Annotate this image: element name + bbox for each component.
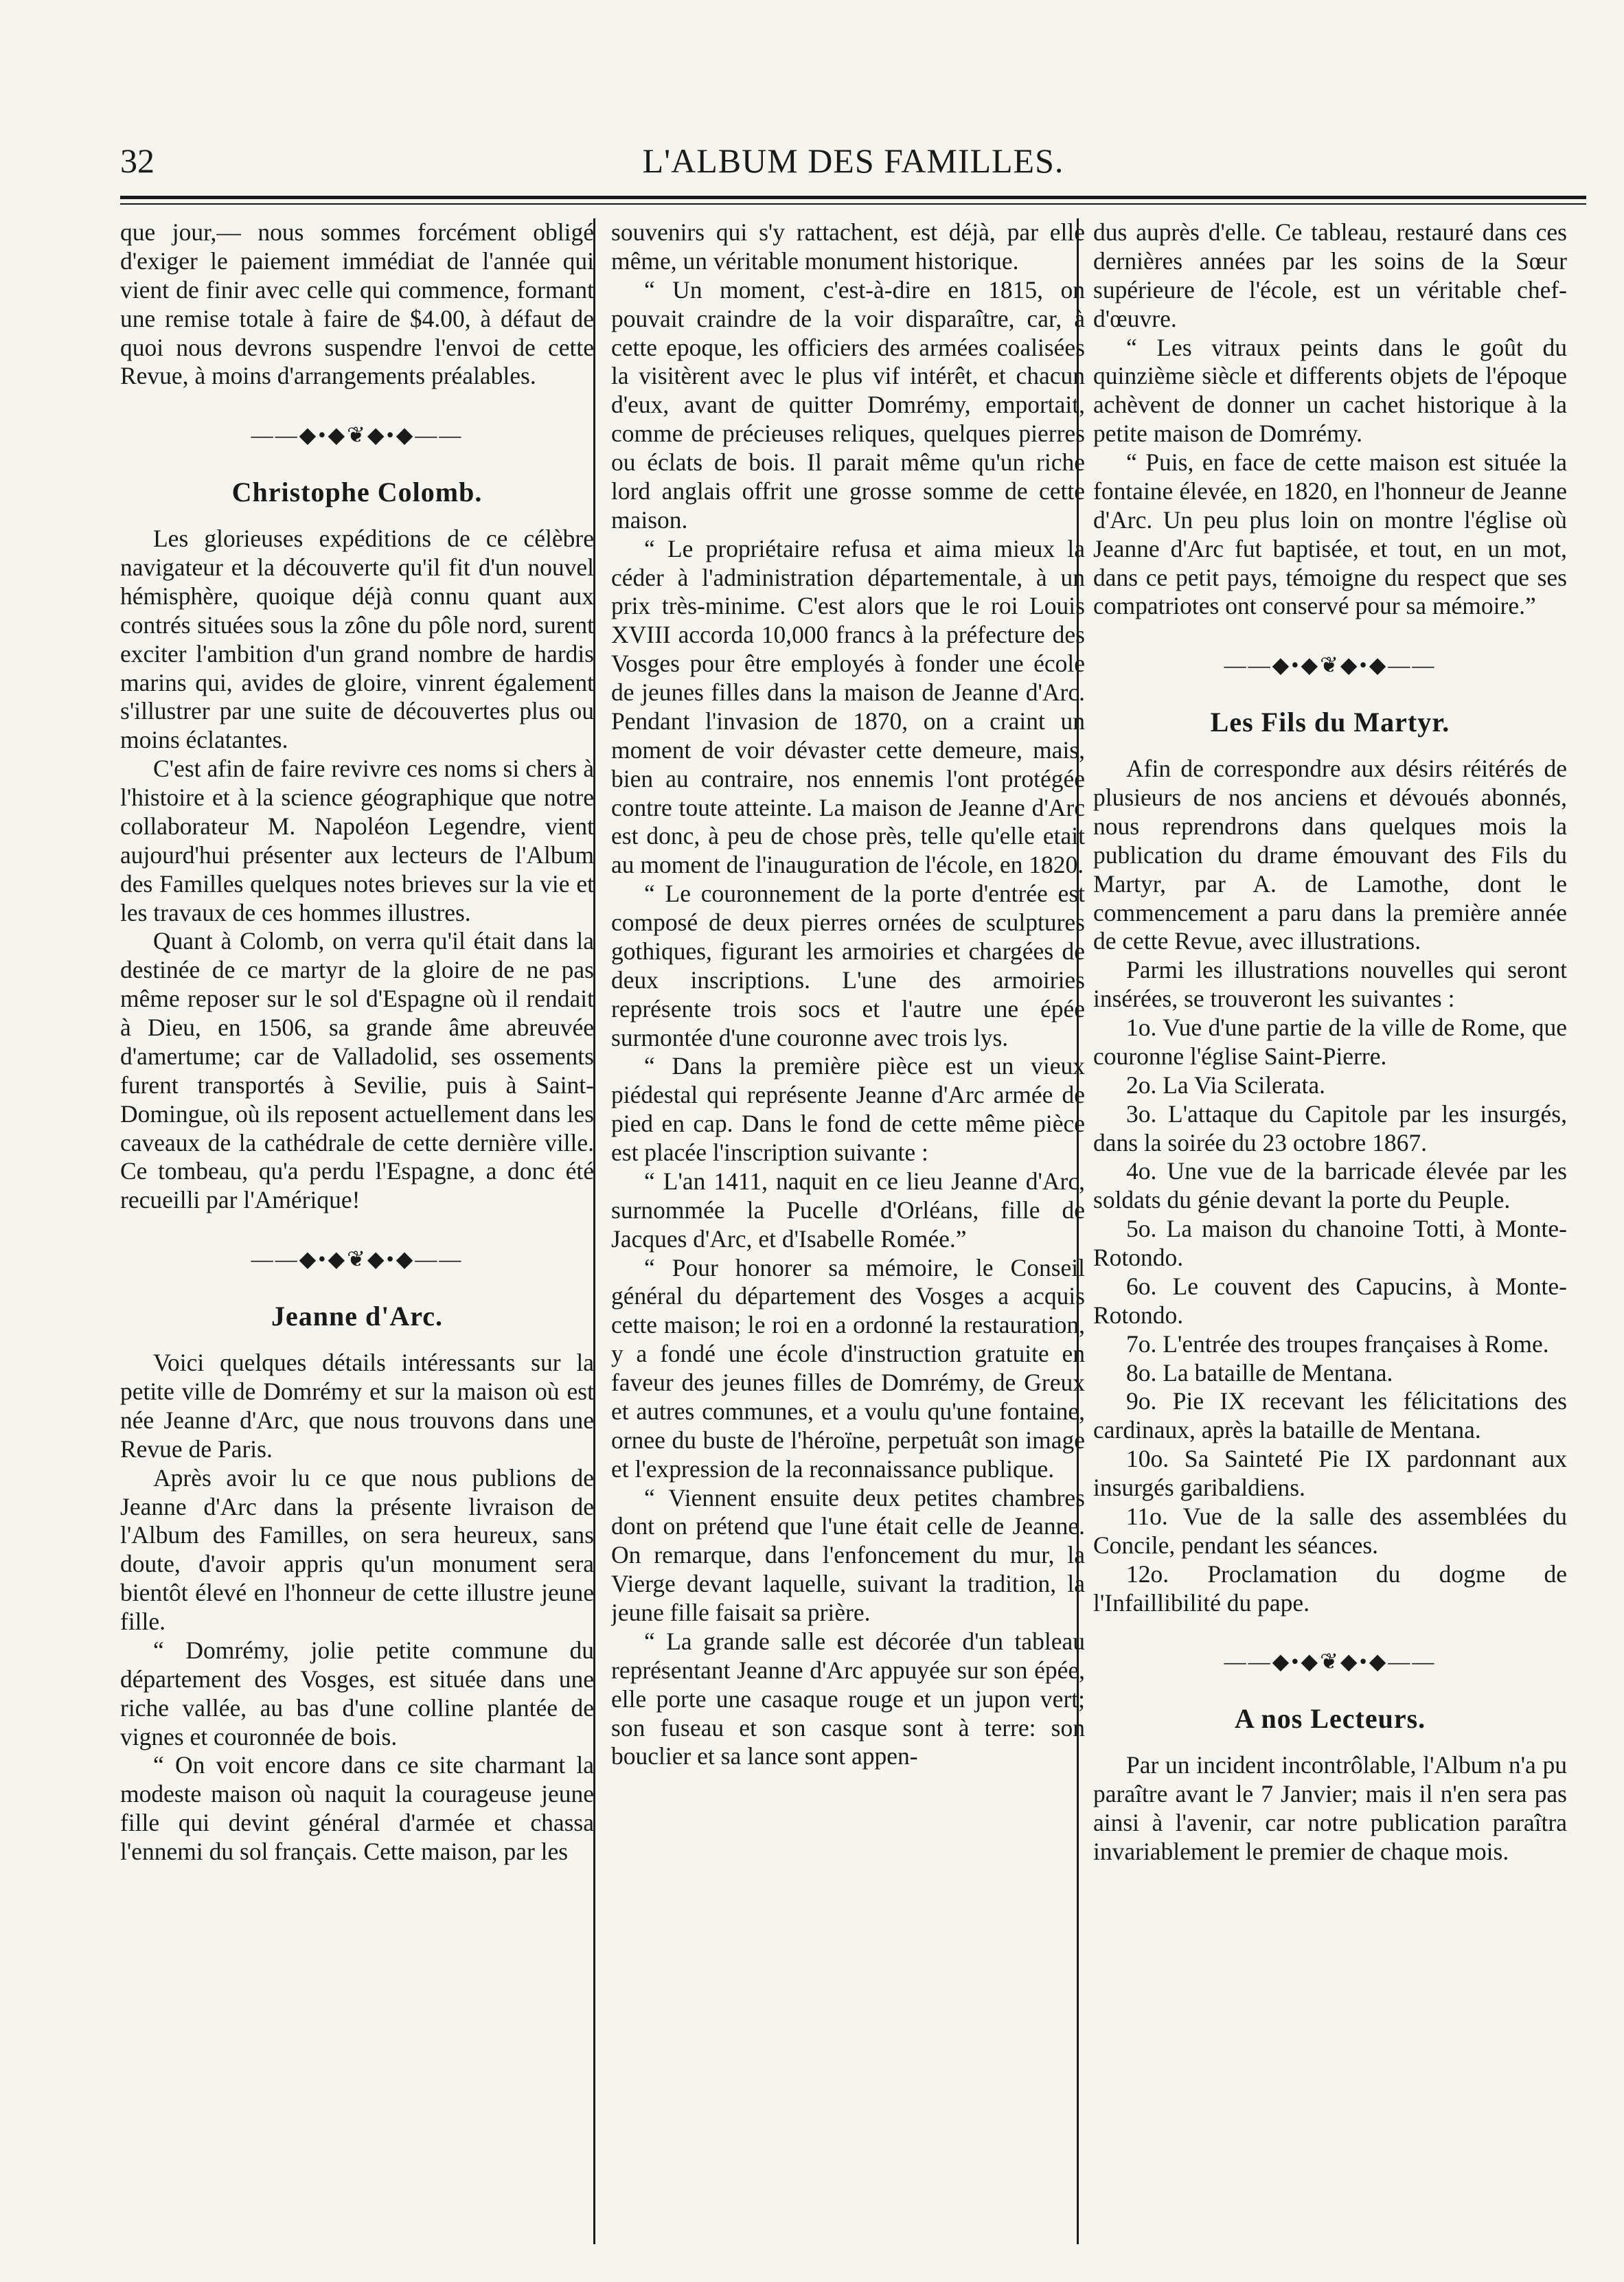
paragraph: “ Le propriétaire refusa et aima mieux la céder à l'administration départementale, à un prix très-minime. C'est alors que le roi Louis XVIII accorda 10,000 francs à la préfecture des Vosges pour être employés à fonder une école de jeunes filles dans la maison de Jeanne d'Arc. Pendant l'invasion de 1870, on a craint un moment de voir dévaster cette demeure, mais, bien au contraire, nos ennemis l'ont protégée contre toute atteinte. La maison de Jeanne d'Arc est donc, à peu de chose près, telle qu'elle etait au moment de l'inauguration de l'école, en 1820. [611, 534, 1085, 879]
list-item: 2o. La Via Scilerata. [1126, 1071, 1325, 1099]
paragraph: “ Dans la première pièce est un vieux piédestal qui représente Jeanne d'Arc armée de pied en cap. Dans le fond de cette même pièce est placée l'inscription suivante : [611, 1052, 1085, 1166]
list-item: 6o. Le couvent des Capucins, à Monte-Rotondo. [1093, 1272, 1567, 1329]
paragraph: Quant à Colomb, on verra qu'il était dans la destinée de ce martyr de la gloire de ne pas même reposer sur le sol d'Espagne où il rendait à Dieu, en 1506, sa grande âme abreuvée d'amertume; car de Valladolid, ses ossements furent transportés à Sevilie, puis à Saint-Domingue, où ils reposent actuellement dans les caveaux de la cathédrale de cette dernière ville. Ce tombeau, qu'a perdu l'Espagne, a donc été recueilli par l'Amérique! [120, 927, 594, 1214]
list-item: 1o. Vue d'une partie de la ville de Rome, que couronne l'église Saint-Pierre. [1093, 1014, 1567, 1070]
list-item: 12o. Proclamation du dogme de l'Infaillibilité du pape. [1093, 1560, 1567, 1617]
paragraph: Après avoir lu ce que nous publions de Jeanne d'Arc dans la présente livraison de l'Album des Familles, on sera heureux, sans doute, d'avoir appris qu'un monument sera bientôt élevé en l'honneur de cette illustre jeune fille. [120, 1463, 594, 1635]
paragraph: dus auprès d'elle. Ce tableau, restauré dans ces dernières années par les soins de la Sœur supérieure de l'école, est un véritable chef-d'œuvre. [1093, 218, 1567, 332]
list-item: 5o. La maison du chanoine Totti, à Monte-Rotondo. [1093, 1215, 1567, 1272]
header-rule-thin [120, 203, 1586, 205]
column-1 [120, 218, 594, 2244]
list-item: 8o. La bataille de Mentana. [1126, 1358, 1393, 1387]
list-item: 7o. L'entrée des troupes françaises à Rome. [1126, 1330, 1549, 1358]
paragraph: “ Les vitraux peints dans le goût du quinzième siècle et differents objets de l'époque achèvent de donner un cachet historique à la petite maison de Domrémy. [1093, 333, 1567, 448]
ornament-divider: ——◆•◆❦◆•◆—— [251, 1246, 464, 1272]
list-item: 4o. Une vue de la barricade élevée par les soldats du génie devant la porte du Peuple. [1093, 1157, 1567, 1214]
paragraph: que jour,— nous sommes forcément obligé d'exiger le paiement immédiat de l'année qui vient de finir avec celle qui commence, formant une remise totale à faire de $4.00, à défaut de quoi nous devrons suspendre l'envoi de cette Revue, à moins d'arrangements préalables. [120, 218, 594, 390]
paragraph: “ La grande salle est décorée d'un tableau représentant Jeanne d'Arc appuyée sur son épée, elle porte une casaque rouge et un jupon vert; son fuseau et son casque sont à terre: son bouclier et sa lance sont appen- [611, 1627, 1085, 1770]
paragraph: souvenirs qui s'y rattachent, est déjà, par elle même, un véritable monument historique. [611, 218, 1085, 275]
paragraph: “ Puis, en face de cette maison est située la fontaine élevée, en 1820, en l'honneur de Jeanne d'Arc. Un peu plus loin on montre l'église où Jeanne d'Arc fut baptisée, et tout, en un mot, dans ce petit pays, témoigne du respect que ses compatriotes ont conservé pour sa mémoire.” [1093, 448, 1567, 620]
column-3 [1093, 218, 1567, 2244]
paragraph: “ Domrémy, jolie petite commune du département des Vosges, est située dans une riche vallée, au bas d'une colline plantée de vignes et couronnée de bois. [120, 1636, 594, 1750]
list-item: 11o. Vue de la salle des assemblées du Concile, pendant les séances. [1093, 1502, 1567, 1559]
article-title: Christophe Colomb. [231, 477, 483, 507]
paragraph: Par un incident incontrôlable, l'Album n'a pu paraître avant le 7 Janvier; mais il n'en sera pas ainsi à l'avenir, car notre publication paraîtra invariablement le premier de chaque mois. [1093, 1751, 1567, 1865]
paragraph: “ Un moment, c'est-à-dire en 1815, on pouvait craindre de la voir disparaître, car, à cette epoque, les officiers des armées coalisées la visitèrent avec le plus vif intérêt, et chacun d'eux, avant de quitter Domrémy, emportait, comme de précieuses reliques, quelques pierres ou éclats de bois. Il parait même qu'un riche lord anglais offrit une grosse somme de cette maison. [611, 275, 1085, 534]
running-title: L'ALBUM DES FAMILLES. [642, 141, 1064, 180]
ornament-divider: ——◆•◆❦◆•◆—— [1224, 1649, 1437, 1674]
paragraph: “ Pour honorer sa mémoire, le Conseil général du département des Vosges a acquis cette maison; le roi en a ordonné la restauration, y a fondé une école d'instruction gratuite en faveur des jeunes filles de Domrémy, de Greux et autres communes, et a voulu qu'une fontaine, ornee du buste de l'héroïne, perpetuât son image et l'expression de la reconnaissance publique. [611, 1253, 1085, 1483]
paragraph: Afin de correspondre aux désirs réitérés de plusieurs de nos anciens et dévoués abonnés, nous reprendrons dans quelques mois la publication du drame émouvant des Fils du Martyr, par A. de Lamothe, dont le commencement a paru dans la première année de cette Revue, avec illustrations. [1093, 755, 1567, 955]
paragraph: Parmi les illustrations nouvelles qui seront insérées, se trouveront les suivantes : [1093, 956, 1567, 1013]
paragraph: “ On voit encore dans ce site charmant la modeste maison où naquit la courageuse jeune fille qui devint général d'armée et chassa l'ennemi du sol français. Cette maison, par les [120, 1751, 594, 1865]
list-item: 10o. Sa Sainteté Pie IX pardonnant aux insurgés garibaldiens. [1093, 1445, 1567, 1502]
paragraph: Voici quelques détails intéressants sur la petite ville de Domrémy et sur la maison où est née Jeanne d'Arc, que nous trouvons dans une Revue de Paris. [120, 1349, 594, 1463]
ornament-divider: ——◆•◆❦◆•◆—— [251, 422, 464, 448]
ornament-divider: ——◆•◆❦◆•◆—— [1224, 652, 1437, 678]
article-title: Les Fils du Martyr. [1210, 707, 1450, 738]
list-item: 9o. Pie IX recevant les félicitations des cardinaux, après la bataille de Mentana. [1093, 1387, 1567, 1444]
paragraph: “ Le couronnement de la porte d'entrée est composé de deux pierres ornées de sculptures gothiques, figurant les armoiries et chargées de deux inscriptions. L'une des armoiries représente trois socs et l'autre une épée surmontée d'une couronne avec trois lys. [611, 880, 1085, 1051]
article-title: Jeanne d'Arc. [271, 1300, 444, 1332]
paragraph: C'est afin de faire revivre ces noms si chers à l'histoire et à la science géographique que notre collaborateur M. Napoléon Legendre, vient aujourd'hui présenter aux lecteurs de l'Album des Familles quelques notes brieves sur la vie et les travaux de ces hommes illustres. [120, 755, 594, 926]
list-item: 3o. L'attaque du Capitole par les insurgés, dans la soirée du 23 octobre 1867. [1093, 1099, 1567, 1156]
article-title: A nos Lecteurs. [1234, 1703, 1426, 1735]
page-header [120, 141, 1586, 189]
paragraph: “ L'an 1411, naquit en ce lieu Jeanne d'Arc, surnommée la Pucelle d'Orléans, fille de Jacques d'Arc, et d'Isabelle Romée.” [611, 1167, 1085, 1253]
header-rule [120, 196, 1586, 199]
page-number: 32 [120, 141, 155, 180]
paragraph: “ Viennent ensuite deux petites chambres dont on prétend que l'une était celle de Jeanne. On remarque, dans l'enfoncement du mur, la Vierge devant laquelle, suivant la tradition, la jeune fille faisait sa prière. [611, 1483, 1085, 1626]
paragraph: Les glorieuses expéditions de ce célèbre navigateur et la découverte qu'il fit d'un nouvel hémisphère, quoique déjà connu quant aux contrés situées sous la zône du pôle nord, surent exciter l'ambition d'un grand nombre de hardis marins qui, avides de gloire, vinrent également s'illustrer par une suite de découvertes plus ou moins éclatantes. [120, 525, 594, 754]
column-2 [611, 218, 1085, 2244]
